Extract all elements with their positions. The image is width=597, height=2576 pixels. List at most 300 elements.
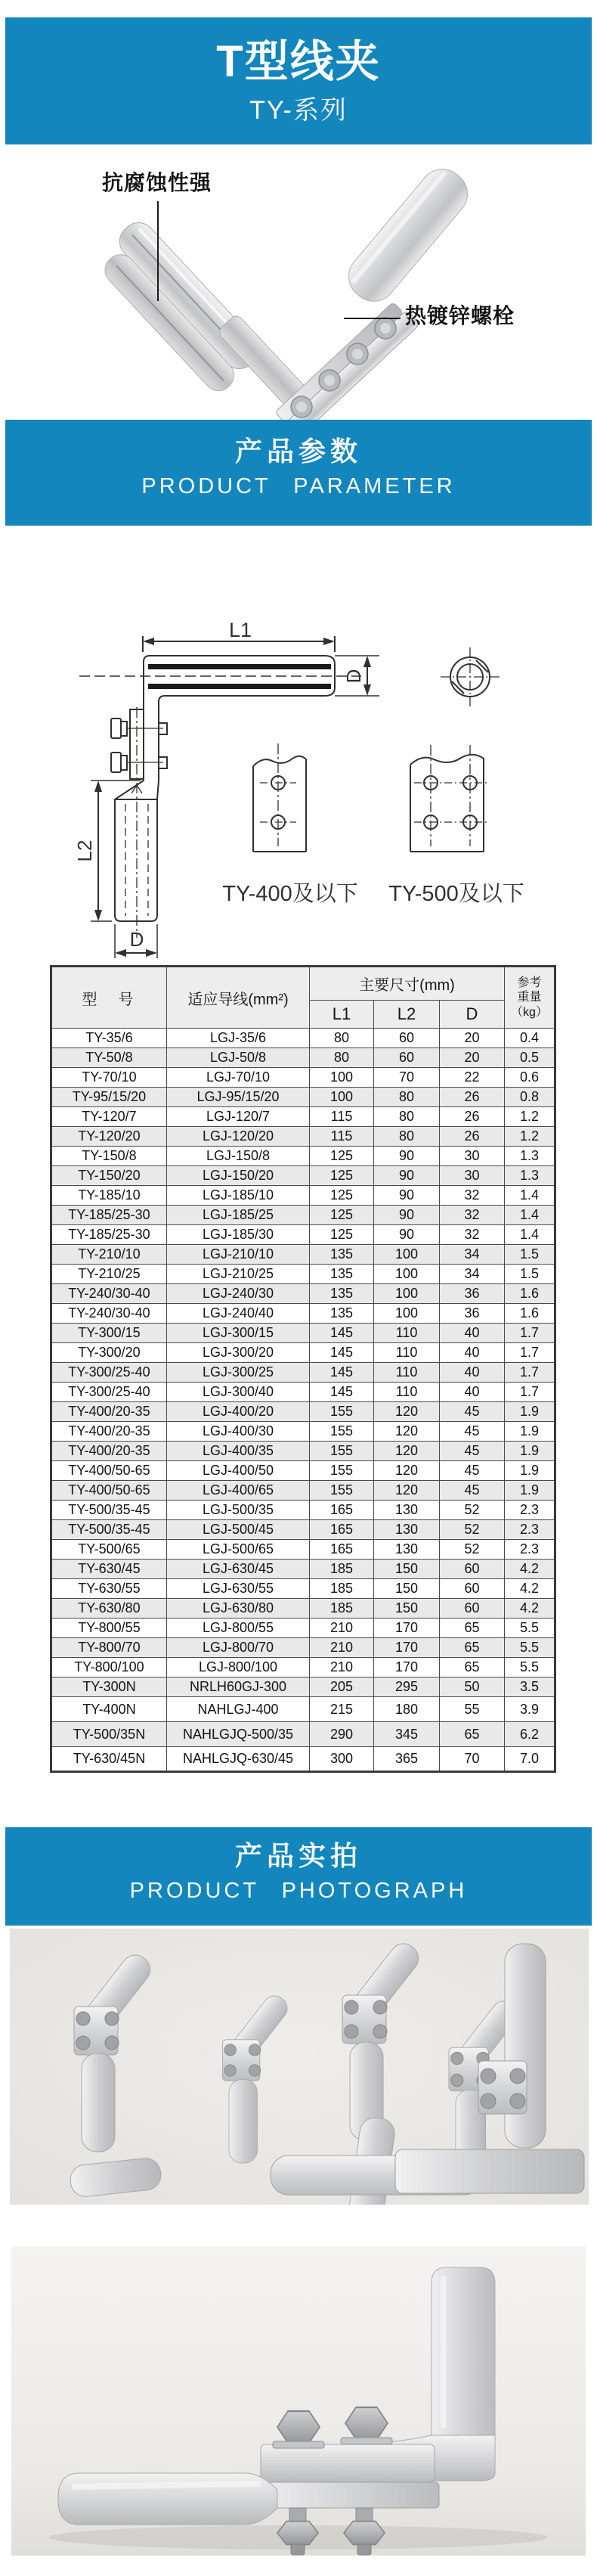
table-cell: 4.2 — [505, 1560, 555, 1579]
table-cell: 36 — [440, 1284, 505, 1304]
table-row — [51, 1147, 555, 1166]
table-cell: 100 — [310, 1068, 374, 1088]
table-cell: 215 — [310, 1697, 374, 1722]
table-cell: 45 — [440, 1481, 505, 1501]
table-cell: LGJ-800/55 — [167, 1619, 310, 1638]
table-row — [51, 1245, 555, 1265]
spec-table-body — [51, 1029, 555, 1772]
table-cell: TY-240/30-40 — [51, 1284, 167, 1304]
table-cell: NAHLGJQ-500/35 — [167, 1722, 310, 1747]
table-row — [51, 1678, 555, 1697]
table-cell: 110 — [374, 1363, 440, 1383]
dimension-drawing — [0, 526, 597, 979]
table-cell: LGJ-120/7 — [167, 1107, 310, 1127]
table-cell: 1.7 — [505, 1343, 555, 1363]
table-cell: 1.6 — [505, 1284, 555, 1304]
table-cell: 4.2 — [505, 1579, 555, 1599]
table-cell: 185 — [310, 1560, 374, 1579]
table-cell: 110 — [374, 1343, 440, 1363]
table-cell: LGJ-300/15 — [167, 1324, 310, 1343]
table-cell: LGJ-630/55 — [167, 1579, 310, 1599]
table-row — [51, 1540, 555, 1560]
table-cell: 1.2 — [505, 1107, 555, 1127]
page-title: T型线夹 — [216, 37, 381, 86]
table-cell: LGJ-300/25 — [167, 1363, 310, 1383]
table-cell: 5.5 — [505, 1619, 555, 1638]
table-row — [51, 1442, 555, 1461]
table-cell: 80 — [310, 1048, 374, 1068]
table-cell: 52 — [440, 1540, 505, 1560]
table-cell: 32 — [440, 1206, 505, 1225]
table-cell: 165 — [310, 1540, 374, 1560]
table-cell: 150 — [374, 1599, 440, 1619]
table-cell: 0.6 — [505, 1068, 555, 1088]
table-cell: LGJ-400/30 — [167, 1422, 310, 1442]
photo-single-clamp — [11, 2246, 586, 2556]
table-cell: 145 — [310, 1383, 374, 1402]
table-row — [51, 1186, 555, 1206]
table-cell: 100 — [374, 1265, 440, 1284]
table-cell: TY-120/20 — [51, 1127, 167, 1147]
table-cell: TY-500/35N — [51, 1722, 167, 1747]
table-cell: 2.3 — [505, 1501, 555, 1520]
table-row — [51, 1422, 555, 1442]
spec-table-header — [51, 967, 555, 1029]
table-cell: 145 — [310, 1343, 374, 1363]
table-cell: LGJ-120/20 — [167, 1127, 310, 1147]
table-row — [51, 1088, 555, 1107]
table-cell: LGJ-240/30 — [167, 1284, 310, 1304]
table-cell: 1.9 — [505, 1461, 555, 1481]
table-cell: 45 — [440, 1461, 505, 1481]
table-cell: 120 — [374, 1422, 440, 1442]
table-cell: 180 — [374, 1697, 440, 1722]
table-cell: TY-630/55 — [51, 1579, 167, 1599]
table-cell: TY-300/15 — [51, 1324, 167, 1343]
table-cell: 110 — [374, 1324, 440, 1343]
table-row — [51, 1579, 555, 1599]
table-cell: LGJ-35/6 — [167, 1029, 310, 1048]
table-cell: 30 — [440, 1166, 505, 1186]
table-cell: 1.3 — [505, 1147, 555, 1166]
table-cell: 1.9 — [505, 1422, 555, 1442]
table-cell: 20 — [440, 1029, 505, 1048]
table-cell: 1.5 — [505, 1265, 555, 1284]
table-cell: 3.9 — [505, 1697, 555, 1722]
table-cell: NAHLGJQ-630/45 — [167, 1747, 310, 1772]
table-row — [51, 1402, 555, 1422]
table-cell: 80 — [374, 1107, 440, 1127]
table-cell: TY-400/50-65 — [51, 1461, 167, 1481]
variant-label-large: TY-500及以下 — [388, 882, 524, 906]
table-row — [51, 1747, 555, 1772]
table-cell: TY-630/45 — [51, 1560, 167, 1579]
table-row — [51, 1619, 555, 1638]
table-cell: 70 — [440, 1747, 505, 1772]
table-cell: LGJ-400/35 — [167, 1442, 310, 1461]
table-cell: 1.7 — [505, 1363, 555, 1383]
table-cell: 26 — [440, 1127, 505, 1147]
table-cell: LGJ-185/10 — [167, 1186, 310, 1206]
table-cell: TY-630/80 — [51, 1599, 167, 1619]
table-row — [51, 1599, 555, 1619]
table-cell: TY-630/45N — [51, 1747, 167, 1772]
table-cell: 34 — [440, 1265, 505, 1284]
photo-group-image — [10, 1929, 589, 2205]
table-cell: LGJ-150/8 — [167, 1147, 310, 1166]
table-cell: 150 — [374, 1560, 440, 1579]
table-cell: LGJ-240/40 — [167, 1304, 310, 1324]
table-cell: 34 — [440, 1245, 505, 1265]
table-cell: 65 — [440, 1658, 505, 1678]
table-cell: 40 — [440, 1343, 505, 1363]
table-cell: LGJ-500/45 — [167, 1520, 310, 1540]
table-cell: 120 — [374, 1442, 440, 1461]
photo-single-image — [11, 2246, 586, 2556]
table-cell: TY-210/25 — [51, 1265, 167, 1284]
table-row — [51, 1068, 555, 1088]
table-row — [51, 1225, 555, 1245]
variant-label-small: TY-400及以下 — [222, 882, 358, 906]
table-cell: 210 — [310, 1619, 374, 1638]
table-cell: NAHLGJ-400 — [167, 1697, 310, 1722]
table-row — [51, 1638, 555, 1658]
table-cell: 345 — [374, 1722, 440, 1747]
table-cell: 130 — [374, 1501, 440, 1520]
table-cell: TY-185/25-30 — [51, 1206, 167, 1225]
table-cell: 60 — [440, 1560, 505, 1579]
table-cell: 100 — [374, 1304, 440, 1324]
table-cell: 0.4 — [505, 1029, 555, 1048]
table-cell: 80 — [374, 1088, 440, 1107]
table-cell: 1.6 — [505, 1304, 555, 1324]
table-cell: 135 — [310, 1265, 374, 1284]
table-cell: 40 — [440, 1324, 505, 1343]
weight-line1: 参考 — [517, 976, 542, 990]
table-cell: LGJ-630/45 — [167, 1560, 310, 1579]
table-cell: LGJ-800/70 — [167, 1638, 310, 1658]
table-cell: LGJ-150/20 — [167, 1166, 310, 1186]
table-row — [51, 1324, 555, 1343]
table-cell: LGJ-400/20 — [167, 1402, 310, 1422]
table-cell: 1.7 — [505, 1383, 555, 1402]
table-cell: 26 — [440, 1088, 505, 1107]
dim-label-d-bottom: D — [129, 928, 144, 951]
table-cell: 5.5 — [505, 1658, 555, 1678]
table-cell: 125 — [310, 1147, 374, 1166]
table-cell: 125 — [310, 1206, 374, 1225]
table-cell: 1.4 — [505, 1206, 555, 1225]
table-cell: TY-800/70 — [51, 1638, 167, 1658]
table-cell: LGJ-210/10 — [167, 1245, 310, 1265]
table-cell: 125 — [310, 1186, 374, 1206]
table-cell: LGJ-185/25 — [167, 1206, 310, 1225]
table-row — [51, 1658, 555, 1678]
table-cell: TY-150/8 — [51, 1147, 167, 1166]
table-cell: 205 — [310, 1678, 374, 1697]
table-cell: 155 — [310, 1481, 374, 1501]
table-cell: TY-185/10 — [51, 1186, 167, 1206]
hero-photo — [0, 144, 597, 420]
table-cell: 80 — [374, 1127, 440, 1147]
table-cell: 185 — [310, 1599, 374, 1619]
table-cell: 40 — [440, 1363, 505, 1383]
table-cell: 100 — [310, 1088, 374, 1107]
table-cell: 52 — [440, 1520, 505, 1540]
table-cell: LGJ-500/65 — [167, 1540, 310, 1560]
col-header-l2: L2 — [374, 1001, 440, 1029]
table-cell: LGJ-400/65 — [167, 1481, 310, 1501]
table-cell: TY-70/10 — [51, 1068, 167, 1088]
table-cell: 26 — [440, 1107, 505, 1127]
table-cell: 185 — [310, 1579, 374, 1599]
table-cell: 60 — [374, 1029, 440, 1048]
table-cell: TY-240/30-40 — [51, 1304, 167, 1324]
table-cell: 170 — [374, 1619, 440, 1638]
table-cell: 60 — [440, 1579, 505, 1599]
table-cell: 165 — [310, 1501, 374, 1520]
table-cell: 110 — [374, 1383, 440, 1402]
table-cell: TY-800/100 — [51, 1658, 167, 1678]
table-cell: 30 — [440, 1147, 505, 1166]
table-cell: 210 — [310, 1638, 374, 1658]
table-row — [51, 1206, 555, 1225]
table-cell: LGJ-500/35 — [167, 1501, 310, 1520]
table-cell: TY-35/6 — [51, 1029, 167, 1048]
col-header-l1: L1 — [310, 1001, 374, 1029]
table-cell: 1.2 — [505, 1127, 555, 1147]
table-cell: 120 — [374, 1402, 440, 1422]
table-cell: NRLH60GJ-300 — [167, 1678, 310, 1697]
table-cell: 0.8 — [505, 1088, 555, 1107]
table-cell: 3.5 — [505, 1678, 555, 1697]
table-cell: 65 — [440, 1619, 505, 1638]
table-cell: 2.3 — [505, 1520, 555, 1540]
table-cell: 5.5 — [505, 1638, 555, 1658]
table-row — [51, 1127, 555, 1147]
table-cell: 1.4 — [505, 1186, 555, 1206]
table-cell: TY-400N — [51, 1697, 167, 1722]
table-cell: 4.2 — [505, 1599, 555, 1619]
technical-drawing — [0, 526, 597, 979]
table-cell: 1.9 — [505, 1442, 555, 1461]
table-cell: 40 — [440, 1383, 505, 1402]
table-cell: 65 — [440, 1722, 505, 1747]
table-cell: 130 — [374, 1540, 440, 1560]
dim-label-d-side: D — [342, 669, 365, 684]
table-cell: 210 — [310, 1658, 374, 1678]
table-row — [51, 1722, 555, 1747]
table-cell: 155 — [310, 1402, 374, 1422]
table-row — [51, 1481, 555, 1501]
series-subtitle: TY-系列 — [249, 96, 348, 125]
table-row — [51, 1048, 555, 1068]
table-cell: LGJ-50/8 — [167, 1048, 310, 1068]
table-cell: TY-400/50-65 — [51, 1481, 167, 1501]
table-cell: 135 — [310, 1284, 374, 1304]
table-cell: TY-500/65 — [51, 1540, 167, 1560]
col-header-dims-group: 主要尺寸(mm) — [310, 967, 505, 1001]
table-row — [51, 1265, 555, 1284]
photo-group-clamps — [10, 1929, 589, 2205]
table-cell: TY-210/10 — [51, 1245, 167, 1265]
table-cell: LGJ-300/40 — [167, 1383, 310, 1402]
table-cell: 70 — [374, 1068, 440, 1088]
table-row — [51, 1560, 555, 1579]
table-row — [51, 1520, 555, 1540]
table-cell: 295 — [374, 1678, 440, 1697]
table-cell: 100 — [374, 1245, 440, 1265]
table-row — [51, 1107, 555, 1127]
leader-line-horizontal — [344, 318, 401, 319]
table-cell: 120 — [374, 1481, 440, 1501]
table-cell: TY-300/20 — [51, 1343, 167, 1363]
table-cell: 1.9 — [505, 1402, 555, 1422]
table-cell: TY-500/35-45 — [51, 1501, 167, 1520]
table-cell: 1.7 — [505, 1324, 555, 1343]
table-cell: 100 — [374, 1284, 440, 1304]
table-cell: TY-400/20-35 — [51, 1402, 167, 1422]
table-cell: 55 — [440, 1697, 505, 1722]
table-cell: LGJ-70/10 — [167, 1068, 310, 1088]
table-cell: LGJ-300/20 — [167, 1343, 310, 1363]
table-cell: 170 — [374, 1638, 440, 1658]
table-cell: 1.5 — [505, 1245, 555, 1265]
table-cell: TY-500/35-45 — [51, 1520, 167, 1540]
table-cell: TY-185/25-30 — [51, 1225, 167, 1245]
table-cell: 90 — [374, 1186, 440, 1206]
table-cell: TY-400/20-35 — [51, 1422, 167, 1442]
table-cell: 150 — [374, 1579, 440, 1599]
section-banner-parameter — [5, 420, 592, 526]
table-cell: 90 — [374, 1147, 440, 1166]
table-cell: 45 — [440, 1442, 505, 1461]
section-title-en: PRODUCT PHOTOGRAPH — [129, 1879, 468, 1903]
sleeve-barrel — [339, 160, 476, 311]
title-banner — [5, 17, 592, 144]
table-cell: 2.3 — [505, 1540, 555, 1560]
table-cell: 0.5 — [505, 1048, 555, 1068]
col-header-weight — [505, 967, 555, 1029]
table-cell: 155 — [310, 1442, 374, 1461]
dim-label-l1: L1 — [228, 619, 252, 641]
table-cell: 32 — [440, 1225, 505, 1245]
label-corrosion: 抗腐蚀性强 — [102, 171, 212, 194]
dim-label-l2: L2 — [73, 840, 96, 862]
table-cell: 125 — [310, 1225, 374, 1245]
table-cell: 22 — [440, 1068, 505, 1088]
table-cell: 120 — [374, 1461, 440, 1481]
table-cell: 45 — [440, 1422, 505, 1442]
table-cell: 115 — [310, 1107, 374, 1127]
table-cell: TY-50/8 — [51, 1048, 167, 1068]
table-cell: 130 — [374, 1520, 440, 1540]
section-title-zh: 产品参数 — [234, 436, 362, 467]
table-row — [51, 1166, 555, 1186]
table-cell: 125 — [310, 1166, 374, 1186]
table-cell: 115 — [310, 1127, 374, 1147]
col-header-conductor: 适应导线(mm²) — [167, 967, 310, 1029]
table-cell: LGJ-400/50 — [167, 1461, 310, 1481]
section-title-en: PRODUCT PARAMETER — [141, 474, 456, 498]
table-cell: LGJ-210/25 — [167, 1265, 310, 1284]
table-cell: TY-300/25-40 — [51, 1383, 167, 1402]
table-cell: 165 — [310, 1520, 374, 1540]
table-row — [51, 1343, 555, 1363]
spec-table — [50, 965, 556, 1773]
weight-line2: 重量 — [517, 991, 542, 1004]
table-cell: TY-800/55 — [51, 1619, 167, 1638]
table-row — [51, 1284, 555, 1304]
table-cell: LGJ-95/15/20 — [167, 1088, 310, 1107]
table-cell: 1.4 — [505, 1225, 555, 1245]
table-cell: 90 — [374, 1225, 440, 1245]
weight-line3: （kg） — [511, 1005, 548, 1019]
table-cell: 170 — [374, 1658, 440, 1678]
table-cell: 1.9 — [505, 1481, 555, 1501]
table-cell: 135 — [310, 1304, 374, 1324]
table-cell: 65 — [440, 1638, 505, 1658]
table-cell: 300 — [310, 1747, 374, 1772]
table-cell: 135 — [310, 1245, 374, 1265]
table-cell: 36 — [440, 1304, 505, 1324]
col-header-model: 型 号 — [51, 967, 167, 1029]
table-cell: TY-150/20 — [51, 1166, 167, 1186]
table-cell: 45 — [440, 1402, 505, 1422]
table-cell: 1.3 — [505, 1166, 555, 1186]
table-cell: LGJ-630/80 — [167, 1599, 310, 1619]
leader-line-vertical — [157, 201, 159, 301]
table-cell: LGJ-800/100 — [167, 1658, 310, 1678]
table-cell: 20 — [440, 1048, 505, 1068]
section-title-zh: 产品实拍 — [234, 1840, 362, 1871]
table-cell: TY-400/20-35 — [51, 1442, 167, 1461]
hero-product-image — [0, 144, 597, 420]
table-cell: 90 — [374, 1166, 440, 1186]
table-cell: 290 — [310, 1722, 374, 1747]
table-cell: TY-120/7 — [51, 1107, 167, 1127]
table-cell: 7.0 — [505, 1747, 555, 1772]
label-bolt: 热镀锌螺栓 — [405, 304, 515, 327]
table-cell: LGJ-185/30 — [167, 1225, 310, 1245]
table-row — [51, 1461, 555, 1481]
table-cell: 145 — [310, 1324, 374, 1343]
table-cell: TY-300N — [51, 1678, 167, 1697]
table-cell: 60 — [440, 1599, 505, 1619]
table-row — [51, 1697, 555, 1722]
table-row — [51, 1029, 555, 1048]
table-cell: 60 — [374, 1048, 440, 1068]
table-row — [51, 1363, 555, 1383]
table-cell: 50 — [440, 1678, 505, 1697]
table-cell: 32 — [440, 1186, 505, 1206]
table-cell: TY-300/25-40 — [51, 1363, 167, 1383]
table-cell: 155 — [310, 1422, 374, 1442]
table-cell: 155 — [310, 1461, 374, 1481]
table-cell: TY-95/15/20 — [51, 1088, 167, 1107]
table-cell: 52 — [440, 1501, 505, 1520]
table-cell: 6.2 — [505, 1722, 555, 1747]
table-cell: 90 — [374, 1206, 440, 1225]
table-row — [51, 1304, 555, 1324]
table-cell: 365 — [374, 1747, 440, 1772]
col-header-d: D — [440, 1001, 505, 1029]
section-banner-photograph — [5, 1827, 592, 1926]
table-cell: 145 — [310, 1363, 374, 1383]
table-row — [51, 1501, 555, 1520]
table-cell: 80 — [310, 1029, 374, 1048]
table-row — [51, 1383, 555, 1402]
